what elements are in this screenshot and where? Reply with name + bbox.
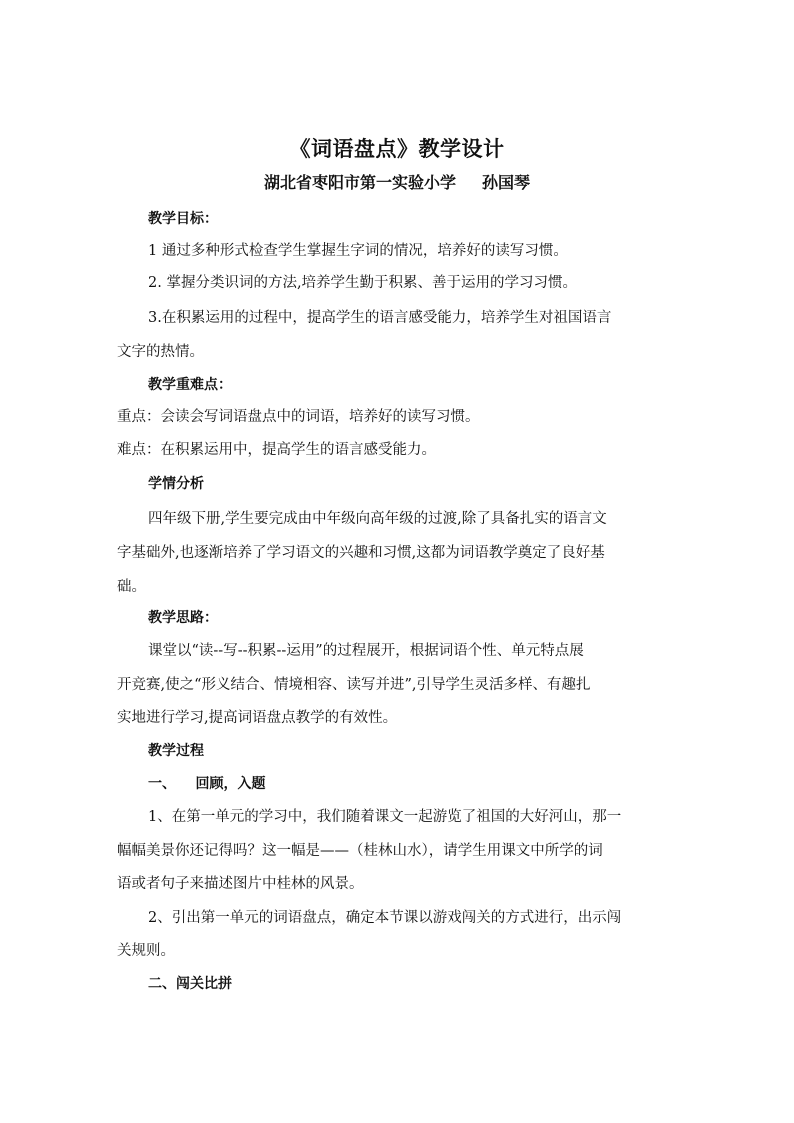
author-school: 湖北省枣阳市第一实验小学 <box>263 173 456 192</box>
part2-heading: 二、闯关比拼 <box>148 976 232 992</box>
part1-line-4: 2、引出第一单元的词语盘点，确定本节课以游戏闯关的方式进行，出示闯 <box>148 910 622 926</box>
analysis-line-2: 字基础外,也逐渐培养了学习语文的兴趣和习惯,这都为词语教学奠定了良好基 <box>117 545 605 561</box>
author-name: 孙国琴 <box>482 173 531 192</box>
analysis-line-3: 础。 <box>117 579 146 595</box>
approach-heading: 教学思路： <box>148 610 218 626</box>
goal-line-4: 文字的热情。 <box>117 344 204 360</box>
approach-line-2: 开竞赛,使之“形义结合、情境相容、读写并进”,引导学生灵活多样、有趣扎 <box>117 677 591 693</box>
part1-line-3: 语或者句子来描述图片中桂林的风景。 <box>117 876 364 892</box>
part1-line-2: 幅幅美景你还记得吗？这一幅是——（桂林山水），请学生用课文中所学的词 <box>117 843 603 859</box>
approach-line-3: 实地进行学习,提高词语盘点教学的有效性。 <box>117 710 398 726</box>
goal-line-3: 3.在积累运用的过程中，提高学生的语言感受能力，培养学生对祖国语言 <box>148 310 612 326</box>
part1-line-5: 关规则。 <box>117 943 175 959</box>
analysis-heading: 学情分析 <box>148 476 204 492</box>
document-title: 《词语盘点》教学设计 <box>289 137 505 161</box>
author-line <box>0 172 794 194</box>
key-point-1: 重点：会读会写词语盘点中的词语，培养好的读写习惯。 <box>117 409 480 425</box>
approach-line-1: 课堂以“读--写--积累--运用”的过程展开，根据词语个性、单元特点展 <box>148 643 584 659</box>
goal-line-2: 2. 掌握分类识词的方法,培养学生勤于积累、善于运用的学习习惯。 <box>148 275 578 291</box>
analysis-line-1: 四年级下册,学生要完成由中年级向高年级的过渡,除了具备扎实的语言文 <box>148 511 607 527</box>
goals-heading: 教学目标： <box>148 211 218 227</box>
process-heading: 教学过程 <box>148 743 204 759</box>
part1-line-1: 1、在第一单元的学习中，我们随着课文一起游览了祖国的大好河山，那一 <box>148 809 622 825</box>
part1-heading: 一、 回顾，入题 <box>148 776 266 792</box>
goal-line-1: 1 通过多种形式检查学生掌握生字词的情况，培养好的读写习惯。 <box>148 243 568 259</box>
key-points-heading: 教学重难点： <box>148 377 232 393</box>
key-point-2: 难点：在积累运用中，提高学生的语言感受能力。 <box>117 442 436 458</box>
